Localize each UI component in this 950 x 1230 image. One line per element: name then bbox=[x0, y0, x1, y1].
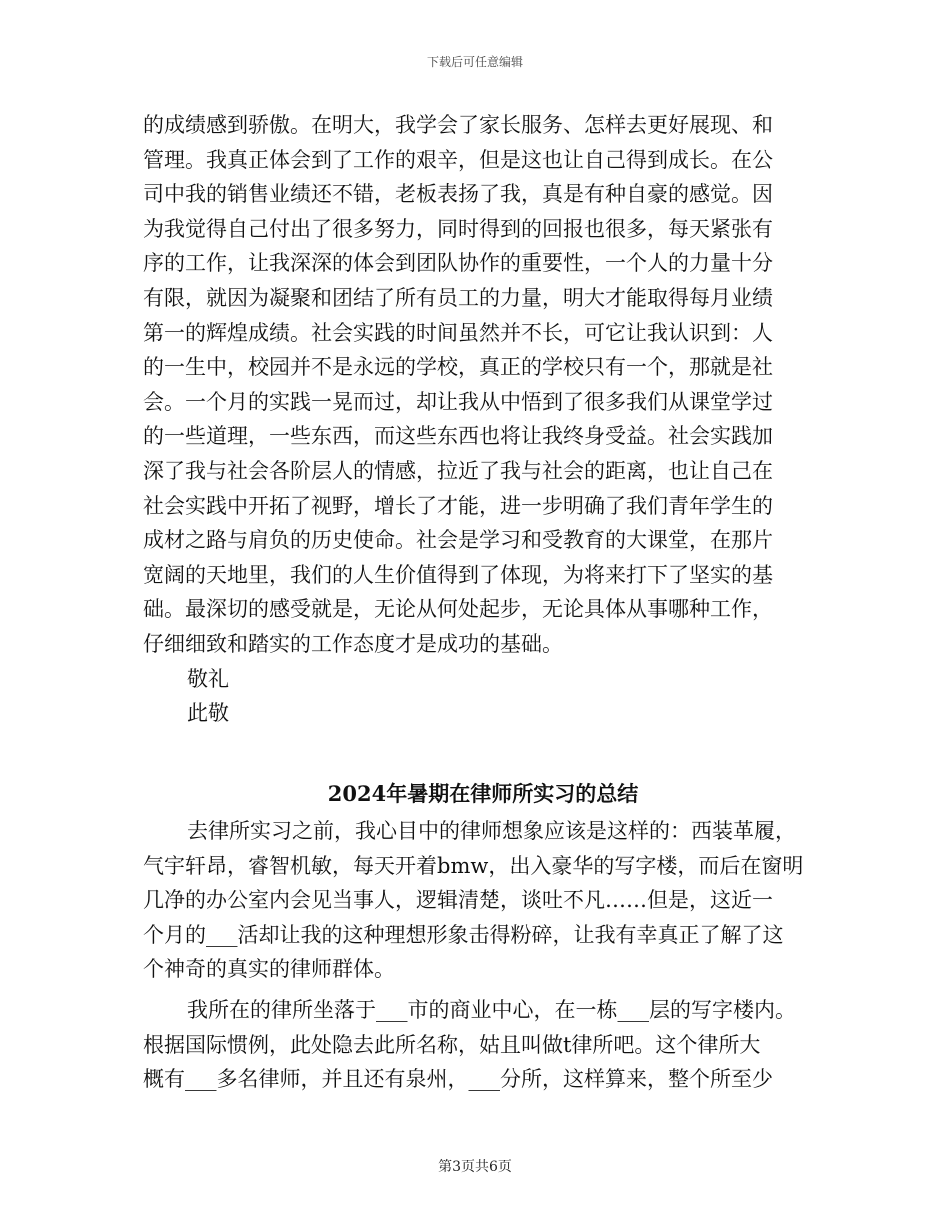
text-line: 宽阔的天地里，我们的人生价值得到了体现，为将来打下了坚实的基 bbox=[143, 562, 773, 587]
page-footer: 第3页共6页 bbox=[438, 1159, 512, 1175]
text-line: 成材之路与肩负的历史使命。社会是学习和受教育的大课堂，在那片 bbox=[143, 528, 773, 553]
text-line: 去律所实习之前，我心目中的律师想象应该是这样的：西装革履， bbox=[187, 819, 796, 843]
text-line: 几净的办公室内会见当事人，逻辑清楚，谈吐不凡……但是，这近一 bbox=[143, 888, 773, 913]
text-line: 根据国际惯例，此处隐去此所名称，姑且叫做t律所吧。这个律所大 bbox=[143, 1032, 761, 1057]
closing-salutation: 敬礼 bbox=[187, 666, 229, 691]
text-line: 司中我的销售业绩还不错，老板表扬了我，真是有种自豪的感觉。因 bbox=[143, 182, 773, 207]
text-line: 会。一个月的实践一晃而过，却让我从中悟到了很多我们从课堂学过 bbox=[143, 389, 773, 414]
article-section bbox=[143, 774, 823, 1097]
text-line: 概有___多名律师，并且还有泉州，___分所，这样算来，整个所至少 bbox=[143, 1067, 773, 1092]
closing-regards: 此敬 bbox=[187, 701, 229, 726]
text-line: 的一些道理，一些东西，而这些东西也将让我终身受益。社会实践加 bbox=[143, 424, 773, 449]
text-line: 个月的___活却让我的这种理想形象击得粉碎，让我有幸真正了解了这 bbox=[143, 922, 784, 947]
text-line: 社会实践中开拓了视野，增长了才能，进一步明确了我们青年学生的 bbox=[143, 493, 773, 518]
text-line: 个神奇的真实的律师群体。 bbox=[143, 957, 395, 982]
text-line: 管理。我真正体会到了工作的艰辛，但是这也让自己得到成长。在公 bbox=[143, 147, 773, 172]
text-line: 仔细细致和踏实的工作态度才是成功的基础。 bbox=[143, 631, 563, 656]
text-line: 的成绩感到骄傲。在明大，我学会了家长服务、怎样去更好展现、和 bbox=[143, 113, 773, 137]
text-line: 础。最深切的感受就是，无论从何处起步，无论具体从事哪种工作， bbox=[143, 597, 773, 622]
section-continuation bbox=[143, 108, 823, 731]
text-line: 气宇轩昂，睿智机敏，每天开着bmw，出入豪华的写字楼，而后在窗明 bbox=[143, 853, 804, 878]
page-header: 下载后可任意编辑 bbox=[426, 55, 523, 69]
text-line: 我所在的律所坐落于___市的商业中心，在一栋___层的写字楼内。 bbox=[187, 997, 796, 1022]
text-line: 的一生中，校园并不是永远的学校，真正的学校只有一个，那就是社 bbox=[143, 355, 773, 380]
article-title: 2024年暑期在律师所实习的总结 bbox=[327, 781, 639, 806]
text-line: 有限，就因为凝聚和团结了所有员工的力量，明大才能取得每月业绩 bbox=[143, 285, 773, 310]
text-line: 序的工作，让我深深的体会到团队协作的重要性，一个人的力量十分 bbox=[143, 251, 773, 276]
text-line: 深了我与社会各阶层人的情感，拉近了我与社会的距离，也让自己在 bbox=[143, 458, 773, 483]
text-line: 第一的辉煌成绩。社会实践的时间虽然并不长，可它让我认识到：人 bbox=[143, 320, 773, 345]
text-line: 为我觉得自己付出了很多努力，同时得到的回报也很多，每天紧张有 bbox=[143, 216, 773, 241]
